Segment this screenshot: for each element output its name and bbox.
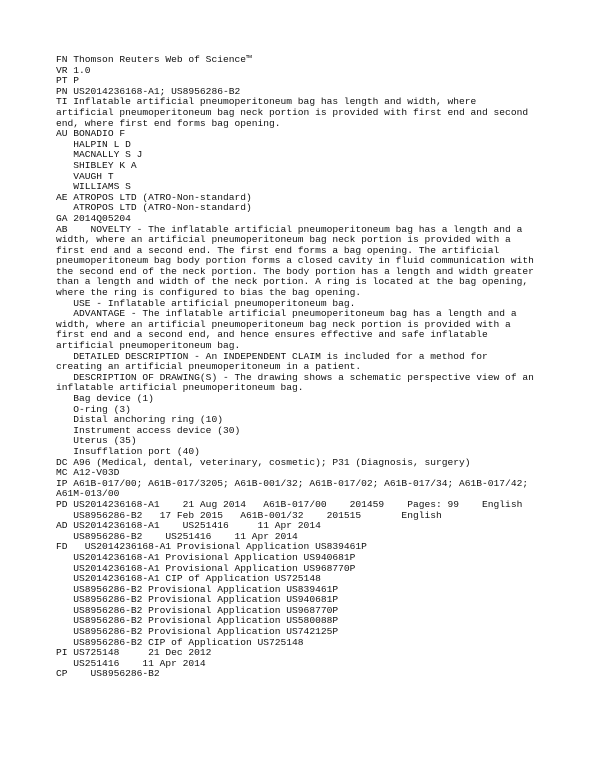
record-line: AD US2014236168-A1 US251416 11 Apr 2014 <box>56 520 321 532</box>
record-line: ATROPOS LTD (ATRO-Non-standard) <box>56 202 252 214</box>
record-line: MC A12-V03D <box>56 467 120 479</box>
record-line: PT P <box>56 75 80 87</box>
record-line: US8956286-B2 Provisional Application US940681P <box>56 594 339 606</box>
record-line: DC A96 (Medical, dental, veterinary, cosmetic); P31 (Diagnosis, surgery) <box>56 456 471 468</box>
record-line: A61M-013/00 <box>56 488 120 500</box>
record-line: first end and a second end. The first end forms a bag opening. The artificial <box>56 244 500 256</box>
record-line: US8956286-B2 Provisional Application US580088P <box>56 615 339 627</box>
record-line: US2014236168-A1 Provisional Application US968770P <box>56 562 356 574</box>
patent-record <box>56 55 586 680</box>
record-line: PD US2014236168-A1 21 Aug 2014 A61B-017/00 201459 Pages: 99 English <box>56 498 523 510</box>
record-line: WILLIAMS S <box>56 181 131 193</box>
record-line: US8956286-B2 Provisional Application US968770P <box>56 604 339 616</box>
record-line: US8956286-B2 17 Feb 2015 A61B-001/32 201515 English <box>56 509 442 521</box>
record-line: AU BONADIO F <box>56 128 126 140</box>
record-line: Instrument access device (30) <box>56 424 241 436</box>
record-line: where the ring is configured to bias the bag opening. <box>56 287 362 299</box>
record-line: AB NOVELTY - The inflatable artificial pneumoperitoneum bag has a length and a <box>56 223 523 235</box>
record-line: artificial pneumoperitoneum bag neck portion is provided with first end and second <box>56 106 529 118</box>
record-line: USE - Inflatable artificial pneumoperitoneum bag. <box>56 297 356 309</box>
record-line: Insufflation port (40) <box>56 445 200 457</box>
record-line: US8956286-B2 CIP of Application US725148 <box>56 636 304 648</box>
record-line: PI US725148 21 Dec 2012 <box>56 647 212 659</box>
record-line: AE ATROPOS LTD (ATRO-Non-standard) <box>56 191 252 203</box>
record-line: US8956286-B2 US251416 11 Apr 2014 <box>56 530 298 542</box>
record-line: Uterus (35) <box>56 435 137 447</box>
record-line: artificial pneumoperitoneum bag. <box>56 340 241 352</box>
record-line: Bag device (1) <box>56 393 154 404</box>
record-line: US251416 11 Apr 2014 <box>56 657 206 669</box>
record-line: US2014236168-A1 Provisional Application US940681P <box>56 551 356 563</box>
record-line: pneumoperitoneum bag body portion forms a closed cavity in fluid communication with <box>56 255 534 267</box>
record-line: US8956286-B2 Provisional Application US742125P <box>56 626 339 638</box>
record-line: the second end of the neck portion. The body portion has a length and width greater <box>56 265 534 277</box>
record-line: DETAILED DESCRIPTION - An INDEPENDENT CLAIM is included for a method for <box>56 350 488 362</box>
record-line: TI Inflatable artificial pneumoperitoneum bag has length and width, where <box>56 96 477 108</box>
record-line: Distal anchoring ring (10) <box>56 414 223 426</box>
record-line: HALPIN L D <box>56 138 131 150</box>
record-line: CP US8956286-B2 <box>56 668 160 680</box>
record-line: first end and a second end, and hence ensures effective and safe inflatable <box>56 329 488 341</box>
record-line: width, where an artificial pneumoperitoneum bag neck portion is provided with a <box>56 234 511 246</box>
record-line: FD US2014236168-A1 Provisional Application US839461P <box>56 541 367 553</box>
record-line: PN US2014236168-A1; US8956286-B2 <box>56 85 241 97</box>
record-line: inflatable artificial pneumoperitoneum bag. <box>56 382 304 394</box>
record-line: FN Thomson Reuters Web of Science™ <box>56 54 252 65</box>
record-line: than a length and width of the neck portion. A ring is located at the bag opening, <box>56 276 529 288</box>
record-line: O-ring (3) <box>56 403 131 415</box>
record-line: end, where first end forms bag opening. <box>56 117 281 129</box>
record-line: width, where an artificial pneumoperitoneum bag neck portion is provided with a <box>56 318 511 330</box>
record-line: US2014236168-A1 CIP of Application US725148 <box>56 573 321 585</box>
record-line: DESCRIPTION OF DRAWING(S) - The drawing shows a schematic perspective view of an <box>56 371 534 383</box>
record-line: ADVANTAGE - The inflatable artificial pneumoperitoneum bag has a length and a <box>56 308 517 320</box>
record-line: VR 1.0 <box>56 64 91 76</box>
record-line: VAUGH T <box>56 170 114 182</box>
record-line: creating an artificial pneumoperitoneum in a patient. <box>56 361 362 373</box>
record-line: MACNALLY S J <box>56 149 143 161</box>
record-line: IP A61B-017/00; A61B-017/3205; A61B-001/32; A61B-017/02; A61B-017/34; A61B-017/42; <box>56 477 529 489</box>
record-line: US8956286-B2 Provisional Application US839461P <box>56 583 339 595</box>
record-line: GA 2014Q05204 <box>56 212 131 224</box>
record-line: SHIBLEY K A <box>56 159 137 171</box>
